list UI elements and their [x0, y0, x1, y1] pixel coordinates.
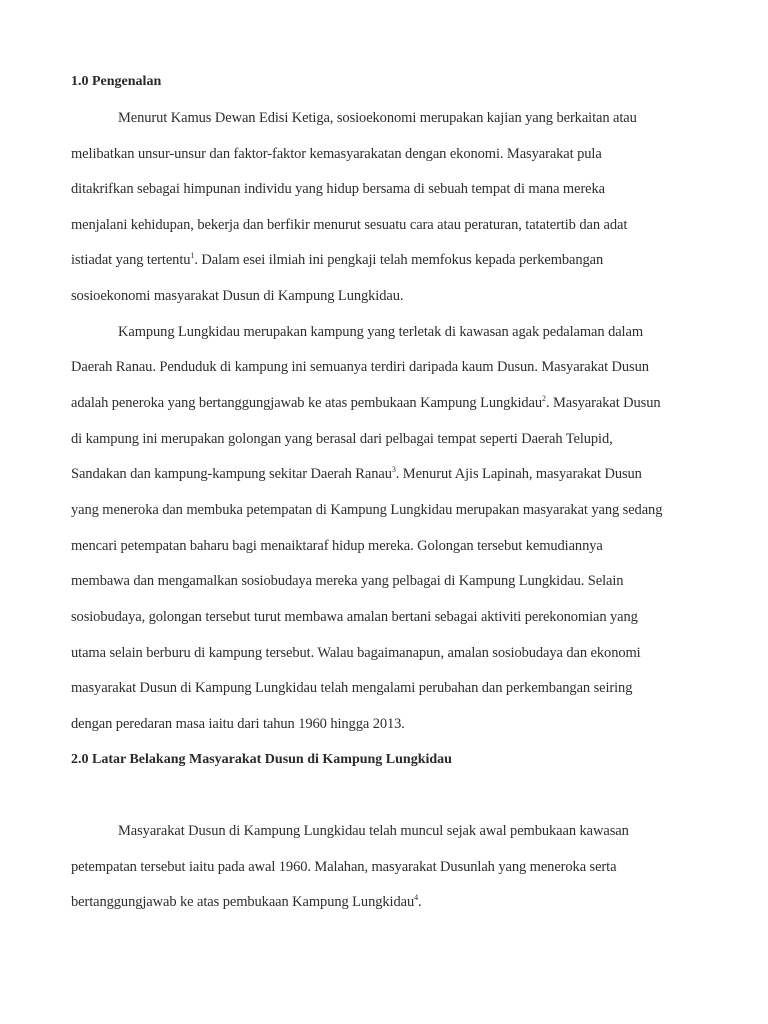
paragraph-line: utama selain berburu di kampung tersebut. Walau bagaimanapun, amalan sosiobudaya dan ekonomi: [71, 645, 641, 661]
text-segment: adalah peneroka yang bertanggungjawab ke atas pembukaan Kampung Lungkidau: [71, 395, 543, 411]
text-segment: .: [418, 894, 422, 910]
text-segment: Sandakan dan kampung-kampung sekitar Daerah Ranau: [71, 466, 392, 482]
paragraph-line: Kampung Lungkidau merupakan kampung yang terletak di kawasan agak pedalaman dalam: [118, 324, 643, 340]
section-heading-pengenalan: 1.0 Pengenalan: [71, 74, 162, 89]
paragraph-line: [71, 466, 642, 483]
paragraph-line: Daerah Ranau. Penduduk di kampung ini semuanya terdiri daripada kaum Dusun. Masyarakat Dusun: [71, 359, 649, 375]
paragraph-line: [71, 395, 661, 412]
text-segment: . Menurut Ajis Lapinah, masyarakat Dusun: [395, 466, 642, 482]
paragraph-line: sosioekonomi masyarakat Dusun di Kampung Lungkidau.: [71, 288, 404, 304]
paragraph-line: membawa dan mengamalkan sosiobudaya mereka yang pelbagai di Kampung Lungkidau. Selain: [71, 573, 624, 589]
paragraph-line: petempatan tersebut iaitu pada awal 1960. Malahan, masyarakat Dusunlah yang meneroka serta: [71, 859, 617, 875]
paragraph-line: di kampung ini merupakan golongan yang berasal dari pelbagai tempat seperti Daerah Telupid,: [71, 431, 613, 447]
text-segment: . Dalam esei ilmiah ini pengkaji telah memfokus kepada perkembangan: [194, 252, 604, 268]
section-heading-latar-belakang: 2.0 Latar Belakang Masyarakat Dusun di Kampung Lungkidau: [71, 752, 452, 767]
paragraph-line: Menurut Kamus Dewan Edisi Ketiga, sosioekonomi merupakan kajian yang berkaitan atau: [118, 110, 637, 126]
paragraph-line: yang meneroka dan membuka petempatan di Kampung Lungkidau merupakan masyarakat yang sedang: [71, 502, 663, 518]
paragraph-line: menjalani kehidupan, bekerja dan berfikir menurut sesuatu cara atau peraturan, tatatertib dan adat: [71, 217, 628, 233]
paragraph-line: mencari petempatan baharu bagi menaiktaraf hidup mereka. Golongan tersebut kemudiannya: [71, 538, 603, 554]
paragraph-line: melibatkan unsur-unsur dan faktor-faktor kemasyarakatan dengan ekonomi. Masyarakat pula: [71, 146, 602, 162]
paragraph-line: Masyarakat Dusun di Kampung Lungkidau telah muncul sejak awal pembukaan kawasan: [118, 823, 629, 839]
text-segment: . Masyarakat Dusun: [545, 395, 661, 411]
footnote-ref-2: 2: [542, 394, 546, 404]
paragraph-line: masyarakat Dusun di Kampung Lungkidau telah mengalami perubahan dan perkembangan seiring: [71, 680, 633, 696]
paragraph-line: dengan peredaran masa iaitu dari tahun 1960 hingga 2013.: [71, 716, 405, 732]
text-segment: bertanggungjawab ke atas pembukaan Kampung Lungkidau: [71, 894, 415, 910]
paragraph-line: sosiobudaya, golongan tersebut turut membawa amalan bertani sebagai aktiviti perekonomian yang: [71, 609, 638, 625]
footnote-ref-4: 4: [414, 893, 419, 903]
footnote-ref-1: 1: [190, 251, 195, 261]
paragraph-line: [71, 252, 603, 269]
text-segment: istiadat yang tertentu: [71, 252, 191, 268]
paragraph-line: ditakrifkan sebagai himpunan individu yang hidup bersama di sebuah tempat di mana mereka: [71, 181, 605, 197]
footnote-ref-3: 3: [391, 465, 396, 475]
paragraph-line: [71, 894, 422, 911]
